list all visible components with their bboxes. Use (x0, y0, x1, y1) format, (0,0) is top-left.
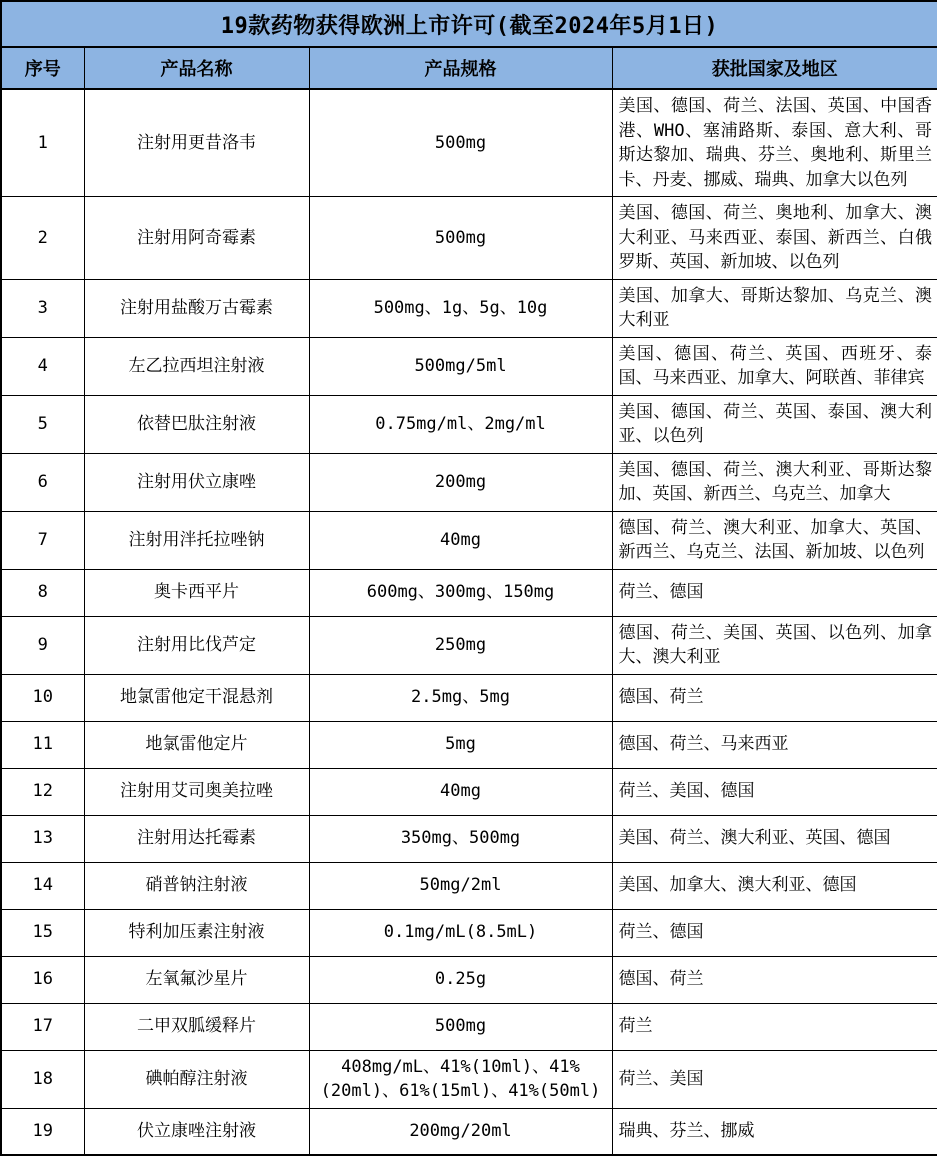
cell-approved-regions: 荷兰、德国 (612, 569, 937, 616)
cell-product-spec: 200mg/20ml (309, 1108, 612, 1155)
table-row (1, 1108, 937, 1155)
cell-product-spec: 40mg (309, 511, 612, 569)
cell-product-spec: 40mg (309, 768, 612, 815)
cell-approved-regions: 德国、荷兰、澳大利亚、加拿大、英国、新西兰、乌克兰、法国、新加坡、以色列 (612, 511, 937, 569)
cell-product-spec: 500mg/5ml (309, 337, 612, 395)
cell-approved-regions: 美国、荷兰、澳大利亚、英国、德国 (612, 815, 937, 862)
cell-product-spec: 0.75mg/ml、2mg/ml (309, 395, 612, 453)
table-row (1, 674, 937, 721)
cell-serial-number: 9 (1, 616, 84, 674)
cell-product-spec: 500mg、1g、5g、10g (309, 279, 612, 337)
table-header-row (1, 47, 937, 89)
table-row (1, 862, 937, 909)
cell-serial-number: 16 (1, 956, 84, 1003)
table-row (1, 616, 937, 674)
cell-approved-regions: 美国、德国、荷兰、澳大利亚、哥斯达黎加、英国、新西兰、乌克兰、加拿大 (612, 453, 937, 511)
table-row (1, 768, 937, 815)
cell-product-name: 伏立康唑注射液 (84, 1108, 309, 1155)
cell-product-name: 地氯雷他定片 (84, 721, 309, 768)
cell-serial-number: 14 (1, 862, 84, 909)
cell-product-spec: 500mg (309, 197, 612, 280)
cell-product-name: 注射用比伐芦定 (84, 616, 309, 674)
cell-approved-regions: 德国、荷兰 (612, 956, 937, 1003)
table-row (1, 815, 937, 862)
cell-approved-regions: 荷兰 (612, 1003, 937, 1050)
cell-approved-regions: 美国、加拿大、哥斯达黎加、乌克兰、澳大利亚 (612, 279, 937, 337)
cell-product-name: 二甲双胍缓释片 (84, 1003, 309, 1050)
cell-serial-number: 11 (1, 721, 84, 768)
cell-approved-regions: 美国、德国、荷兰、奥地利、加拿大、澳大利亚、马来西亚、泰国、新西兰、白俄罗斯、英国、新加坡、以色列 (612, 197, 937, 280)
cell-product-spec: 500mg (309, 1003, 612, 1050)
cell-product-name: 注射用阿奇霉素 (84, 197, 309, 280)
cell-serial-number: 10 (1, 674, 84, 721)
cell-approved-regions: 美国、德国、荷兰、英国、泰国、澳大利亚、以色列 (612, 395, 937, 453)
cell-serial-number: 1 (1, 89, 84, 197)
table-row (1, 956, 937, 1003)
cell-approved-regions: 德国、荷兰 (612, 674, 937, 721)
cell-product-name: 注射用艾司奥美拉唑 (84, 768, 309, 815)
cell-product-name: 左氧氟沙星片 (84, 956, 309, 1003)
column-header-approved-regions: 获批国家及地区 (612, 47, 937, 89)
table-row (1, 909, 937, 956)
table-row (1, 453, 937, 511)
cell-product-spec: 200mg (309, 453, 612, 511)
table-title-row (1, 1, 937, 47)
cell-product-spec: 600mg、300mg、150mg (309, 569, 612, 616)
table-row (1, 337, 937, 395)
cell-approved-regions: 德国、荷兰、美国、英国、以色列、加拿大、澳大利亚 (612, 616, 937, 674)
cell-product-spec: 5mg (309, 721, 612, 768)
cell-approved-regions: 荷兰、美国 (612, 1050, 937, 1108)
table-row (1, 569, 937, 616)
cell-product-name: 奥卡西平片 (84, 569, 309, 616)
cell-product-name: 注射用达托霉素 (84, 815, 309, 862)
column-header-no: 序号 (1, 47, 84, 89)
cell-serial-number: 7 (1, 511, 84, 569)
table-row (1, 721, 937, 768)
cell-approved-regions: 美国、德国、荷兰、英国、西班牙、泰国、马来西亚、加拿大、阿联酋、菲律宾 (612, 337, 937, 395)
cell-product-spec: 350mg、500mg (309, 815, 612, 862)
cell-product-spec: 50mg/2ml (309, 862, 612, 909)
cell-product-name: 注射用盐酸万古霉素 (84, 279, 309, 337)
cell-approved-regions: 美国、德国、荷兰、法国、英国、中国香港、WHO、塞浦路斯、泰国、意大利、哥斯达黎加、瑞典、芬兰、奥地利、斯里兰卡、丹麦、挪威、瑞典、加拿大以色列 (612, 89, 937, 197)
column-header-product-spec: 产品规格 (309, 47, 612, 89)
table-body (1, 89, 937, 1155)
cell-product-name: 依替巴肽注射液 (84, 395, 309, 453)
cell-product-name: 注射用伏立康唑 (84, 453, 309, 511)
cell-product-name: 左乙拉西坦注射液 (84, 337, 309, 395)
cell-product-name: 特利加压素注射液 (84, 909, 309, 956)
table-row (1, 89, 937, 197)
table-row (1, 1050, 937, 1108)
table-row (1, 197, 937, 280)
cell-serial-number: 8 (1, 569, 84, 616)
cell-serial-number: 18 (1, 1050, 84, 1108)
cell-serial-number: 19 (1, 1108, 84, 1155)
cell-product-spec: 0.25g (309, 956, 612, 1003)
cell-approved-regions: 荷兰、美国、德国 (612, 768, 937, 815)
cell-serial-number: 12 (1, 768, 84, 815)
cell-product-name: 注射用更昔洛韦 (84, 89, 309, 197)
cell-product-name: 注射用泮托拉唑钠 (84, 511, 309, 569)
table-row (1, 1003, 937, 1050)
cell-product-name: 碘帕醇注射液 (84, 1050, 309, 1108)
cell-serial-number: 2 (1, 197, 84, 280)
cell-serial-number: 6 (1, 453, 84, 511)
cell-serial-number: 13 (1, 815, 84, 862)
table-row (1, 395, 937, 453)
table-row (1, 511, 937, 569)
cell-approved-regions: 荷兰、德国 (612, 909, 937, 956)
cell-serial-number: 3 (1, 279, 84, 337)
cell-approved-regions: 美国、加拿大、澳大利亚、德国 (612, 862, 937, 909)
column-header-product-name: 产品名称 (84, 47, 309, 89)
cell-approved-regions: 德国、荷兰、马来西亚 (612, 721, 937, 768)
cell-product-spec: 0.1mg/mL(8.5mL) (309, 909, 612, 956)
cell-serial-number: 15 (1, 909, 84, 956)
cell-product-name: 地氯雷他定干混悬剂 (84, 674, 309, 721)
cell-product-spec: 2.5mg、5mg (309, 674, 612, 721)
cell-serial-number: 4 (1, 337, 84, 395)
cell-product-spec: 250mg (309, 616, 612, 674)
cell-serial-number: 17 (1, 1003, 84, 1050)
cell-product-spec: 408mg/mL、41%(10ml)、41%(20ml)、61%(15ml)、41%(50ml) (309, 1050, 612, 1108)
table-title: 19款药物获得欧洲上市许可(截至2024年5月1日) (1, 1, 937, 47)
cell-approved-regions: 瑞典、芬兰、挪威 (612, 1108, 937, 1155)
cell-serial-number: 5 (1, 395, 84, 453)
cell-product-spec: 500mg (309, 89, 612, 197)
table-row (1, 279, 937, 337)
cell-product-name: 硝普钠注射液 (84, 862, 309, 909)
